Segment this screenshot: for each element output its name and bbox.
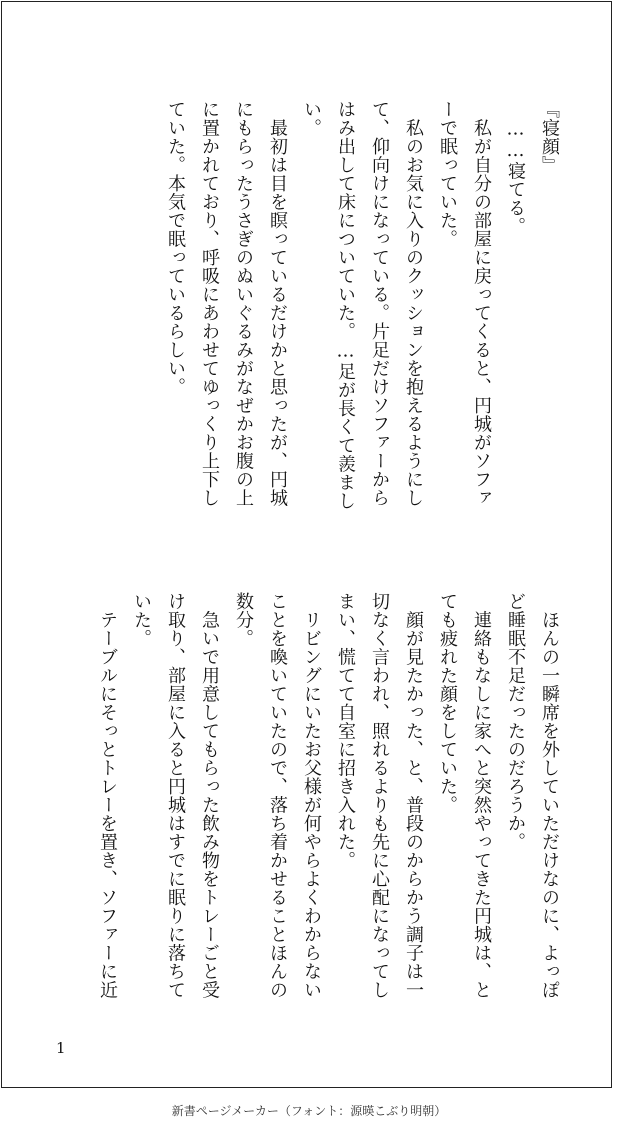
text-line: 急いで用意してもらった飲み物をトレーごと受 bbox=[199, 592, 220, 999]
text-line: 顔が見たかった、と、普段のからかう調子は一 bbox=[403, 592, 424, 999]
page-number: 1 bbox=[56, 1039, 66, 1057]
text-line: はみ出して床についていた。…足が長くて羨まし bbox=[335, 100, 356, 510]
page-frame bbox=[1, 1, 612, 1088]
text-line: ていた。本気で眠っているらしい。 bbox=[165, 100, 186, 396]
text-line: 私が自分の部屋に戻ってくると、円城がソファ bbox=[471, 100, 492, 507]
text-line: ーで眠っていた。 bbox=[437, 100, 458, 248]
text-line: ほんの一瞬席を外していただけなのに、よっぽ bbox=[539, 592, 560, 999]
text-line: て、仰向けになっている。片足だけソファーから bbox=[369, 100, 390, 507]
text-line: いた。 bbox=[131, 592, 152, 648]
footer-credit: 新書ページメーカー（フォント：源暎こぶり明朝） bbox=[171, 1104, 447, 1118]
text-line: い。 bbox=[301, 100, 322, 137]
text-line: け取り、部屋に入ると円城はすでに眠りに落ちて bbox=[165, 592, 186, 999]
text-line: 切なく言われ、照れるよりも先に心配になってし bbox=[369, 592, 390, 999]
text-line: ……寝てる。 bbox=[505, 100, 526, 236]
text-line: 私のお気に入りのクッションを抱えるようにし bbox=[403, 100, 424, 507]
text-line: に置かれており、呼吸にあわせてゆっくり上下し bbox=[199, 100, 220, 507]
text-line: テーブルにそっとトレーを置き、ソファーに近 bbox=[97, 592, 118, 999]
text-line: 『寝顔』 bbox=[539, 100, 560, 174]
text-line: ことを喚いていたので、落ち着かせることほんの bbox=[267, 592, 288, 999]
text-line: ど睡眠不足だったのだろうか。 bbox=[505, 592, 526, 851]
text-block-upper bbox=[158, 100, 566, 540]
text-line: まい、慌てて自室に招き入れた。 bbox=[335, 592, 356, 870]
text-block-lower bbox=[90, 592, 566, 1012]
text-line: ても疲れた顔をしていた。 bbox=[437, 592, 458, 814]
text-line: 連絡もなしに家へと突然やってきた円城は、と bbox=[471, 592, 492, 999]
text-line: にもらったうさぎのぬいぐるみがなぜかお腹の上 bbox=[233, 100, 254, 507]
text-line: リビングにいたお父様が何やらよくわからない bbox=[301, 592, 322, 999]
text-line: 数分。 bbox=[233, 592, 254, 648]
text-line: 最初は目を瞑っているだけかと思ったが、円城 bbox=[267, 100, 288, 507]
